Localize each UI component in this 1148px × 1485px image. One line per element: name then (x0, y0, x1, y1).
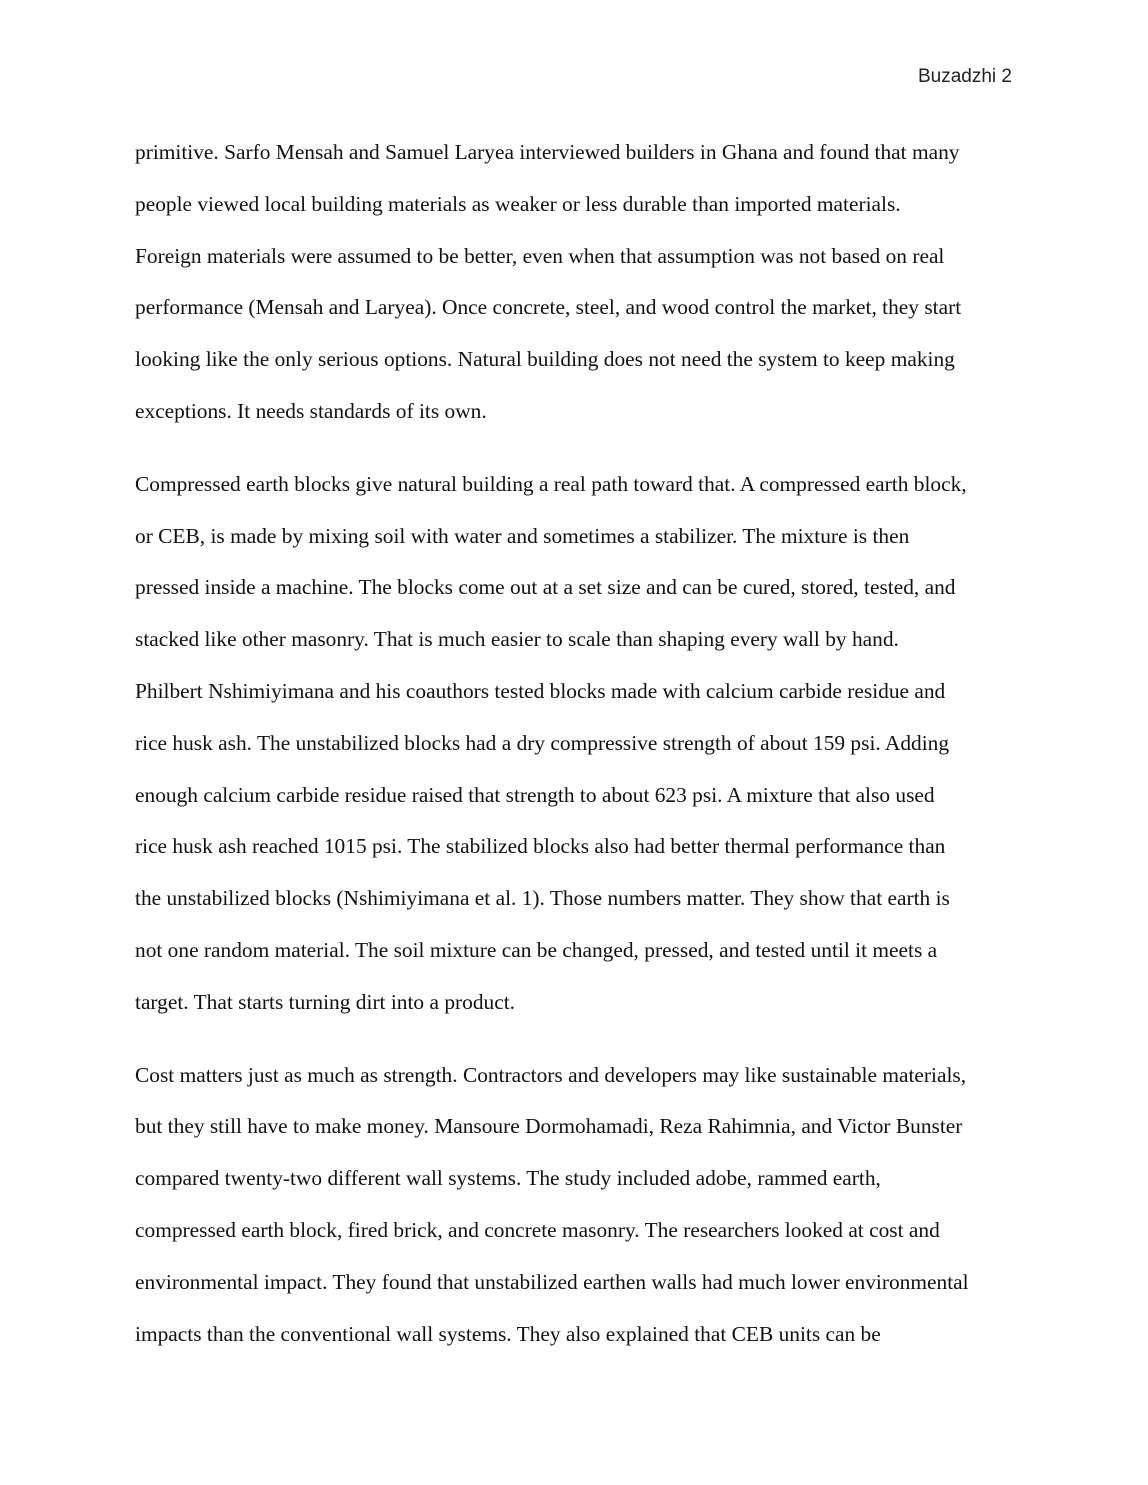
text-line: compressed earth block, fired brick, and concrete masonry. The researchers looked at cost and (135, 1217, 940, 1242)
text-line: Cost matters just as much as strength. Contractors and developers may like sustainable materials, (135, 1062, 967, 1087)
text-line: environmental impact. They found that unstabilized earthen walls had much lower environmental (135, 1269, 969, 1294)
paragraph (135, 459, 1015, 1029)
text-line: Foreign materials were assumed to be better, even when that assumption was not based on real (135, 243, 945, 268)
text-line: exceptions. It needs standards of its own. (135, 398, 487, 423)
text-line: enough calcium carbide residue raised that strength to about 623 psi. A mixture that also used (135, 782, 935, 807)
text-line: not one random material. The soil mixture can be changed, pressed, and tested until it meets a (135, 937, 938, 962)
text-line: Compressed earth blocks give natural building a real path toward that. A compressed earth block, (135, 471, 967, 496)
text-line: primitive. Sarfo Mensah and Samuel Laryea interviewed builders in Ghana and found that many (135, 140, 960, 164)
text-line: pressed inside a machine. The blocks come out at a set size and can be cured, stored, tested, and (135, 575, 956, 600)
text-line: compared twenty-two different wall systems. The study included adobe, rammed earth, (135, 1166, 881, 1191)
text-line: the unstabilized blocks (Nshimiyimana et al. 1). Those numbers matter. They show that earth is (135, 886, 950, 911)
text-line: stacked like other masonry. That is much easier to scale than shaping every wall by hand. (135, 627, 899, 652)
text-line: target. That starts turning dirt into a product. (135, 989, 516, 1014)
text-line: performance (Mensah and Laryea). Once concrete, steel, and wood control the market, they start (135, 295, 962, 320)
text-line: rice husk ash reached 1015 psi. The stabilized blocks also had better thermal performance than (135, 834, 946, 859)
text-line: impacts than the conventional wall systems. They also explained that CEB units can be (135, 1321, 881, 1346)
paragraph (135, 1050, 1015, 1361)
text-line: rice husk ash. The unstabilized blocks had a dry compressive strength of about 159 psi. Adding (135, 730, 950, 755)
text-line: people viewed local building materials as weaker or less durable than imported materials. (135, 191, 901, 216)
document-body (135, 127, 1015, 1381)
running-head: Buzadzhi 2 (917, 66, 1012, 87)
text-line: looking like the only serious options. Natural building does not need the system to keep making (135, 347, 955, 372)
text-line: but they still have to make money. Mansoure Dormohamadi, Reza Rahimnia, and Victor Bunster (135, 1114, 963, 1139)
paragraph (135, 127, 1015, 438)
text-line: Philbert Nshimiyimana and his coauthors tested blocks made with calcium carbide residue and (135, 678, 946, 703)
text-line: or CEB, is made by mixing soil with water and sometimes a stabilizer. The mixture is then (135, 523, 910, 548)
